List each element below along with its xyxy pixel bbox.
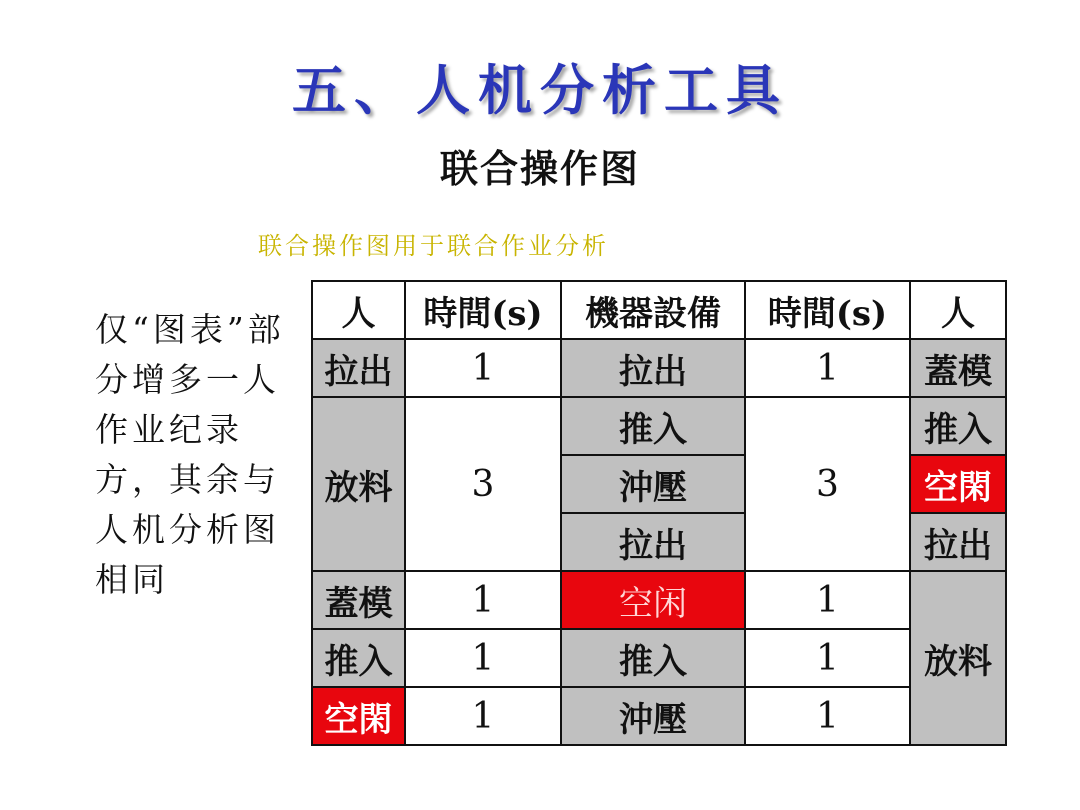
cell-person2: 推入 [910,397,1006,455]
table-row [312,571,1006,629]
cell-person1: 推入 [312,629,405,687]
cell-machine: 推入 [561,397,745,455]
cell-person1: 放料 [312,397,405,571]
cell-person2-idle: 空閑 [910,455,1006,513]
cell-time1: 1 [405,339,561,397]
header-time-2: 時間(s) [745,281,910,339]
cell-time2: 3 [745,397,910,571]
cell-person1: 拉出 [312,339,405,397]
cell-time1: 1 [405,687,561,745]
cell-time2: 1 [745,687,910,745]
joint-operation-table [311,280,1007,746]
header-machine: 機器設備 [561,281,745,339]
cell-time1: 1 [405,629,561,687]
table-header-row [312,281,1006,339]
cell-time2: 1 [745,339,910,397]
cell-machine-idle: 空闲 [561,571,745,629]
cell-time2: 1 [745,571,910,629]
table-row [312,629,1006,687]
slide-title: 五、人机分析工具 [292,59,788,122]
table-row [312,687,1006,745]
table-row [312,339,1006,397]
cell-person1-idle: 空閑 [312,687,405,745]
cell-machine: 拉出 [561,513,745,571]
caption: 联合操作图用于联合作业分析 [258,232,609,260]
slide-subtitle: 联合操作图 [439,146,640,191]
header-person-2: 人 [910,281,1006,339]
cell-machine: 沖壓 [561,455,745,513]
side-note: 仅“图表”部分增多一人作业纪录方，其余与人机分析图相同 [95,310,285,599]
cell-time1: 3 [405,397,561,571]
cell-person1: 蓋模 [312,571,405,629]
table-row [312,397,1006,455]
header-person-1: 人 [312,281,405,339]
cell-person2: 蓋模 [910,339,1006,397]
cell-time2: 1 [745,629,910,687]
cell-time1: 1 [405,571,561,629]
cell-machine: 沖壓 [561,687,745,745]
cell-person2: 放料 [910,571,1006,745]
cell-machine: 拉出 [561,339,745,397]
cell-machine: 推入 [561,629,745,687]
header-time-1: 時間(s) [405,281,561,339]
cell-person2: 拉出 [910,513,1006,571]
